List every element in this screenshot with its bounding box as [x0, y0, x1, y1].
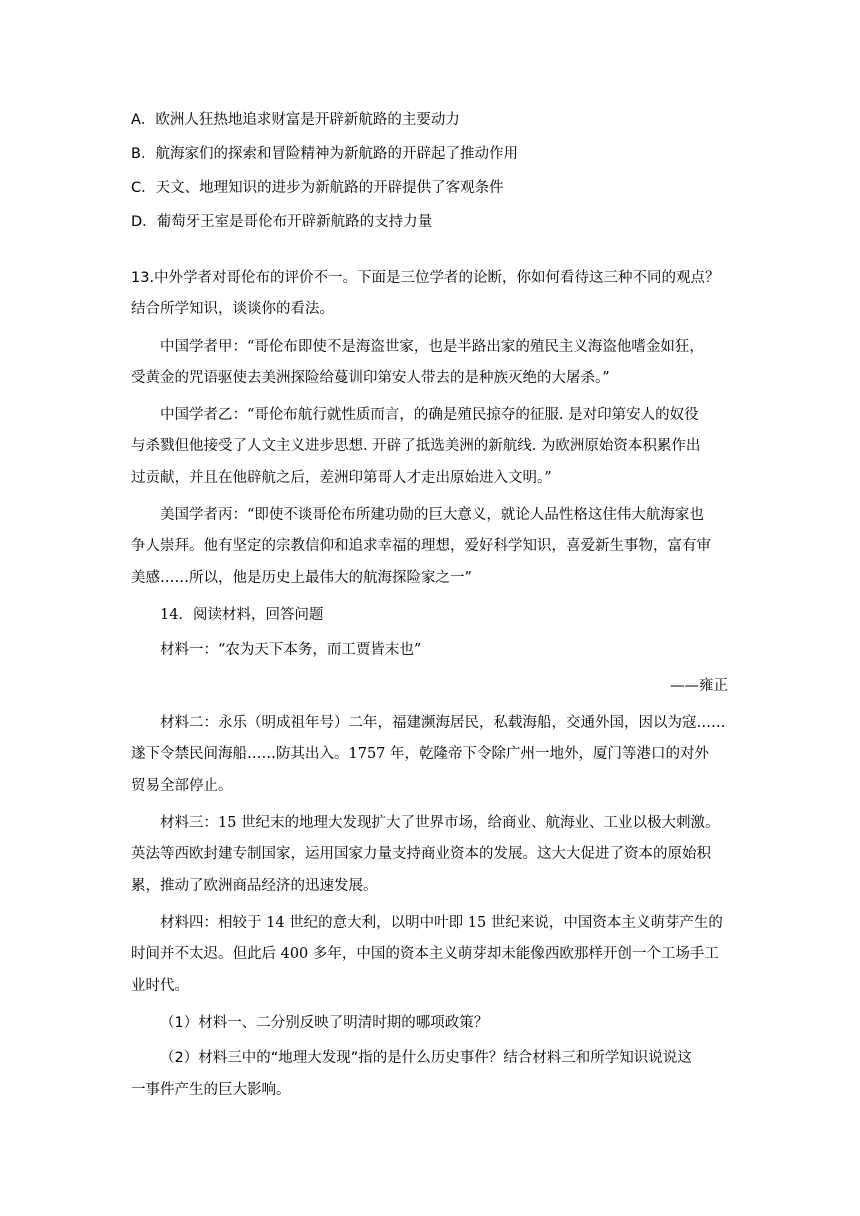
material-1: 材料一：“农为天下本务，而工贾皆末也”	[160, 642, 422, 658]
question-14-title: 14．阅读材料，回答问题	[160, 607, 324, 623]
material-2-cont: 遂下令禁民间海船……防其出入。1757 年，乾隆帝下令除广州一地外，厦门等港口的对外	[131, 746, 710, 762]
scholar-jia-quote-cont: 受黄金的咒语驱使去美洲探险给蔓训印第安人带去的是种族灭绝的大屠杀。”	[131, 370, 610, 386]
scholar-yi-quote: 中国学者乙：“哥伦布航行就性质而言，的确是殖民掠夺的征服. 是对印第安人的奴役	[160, 407, 699, 423]
scholar-bing-quote-cont: 争人崇拜。他有坚定的宗教信仰和追求幸福的理想，爱好科学知识，喜爱新生事物，富有审	[131, 538, 711, 554]
material-3-end: 累，推动了欧洲商品经济的迅速发展。	[131, 878, 378, 894]
question-13-text: 13.中外学者对哥伦布的评价不一。下面是三位学者的论断，你如何看待这三种不同的观点？	[131, 270, 720, 286]
scholar-bing-quote: 美国学者丙：“即使不谈哥伦布所建功勋的巨大意义，就论人品性格这住伟大航海家也	[160, 507, 704, 523]
option-d: D．葡萄牙王室是哥伦布开辟新航路的支持力量	[131, 214, 433, 230]
scholar-yi-quote-end: 过贡献，并且在他辟航之后，差洲印第哥人才走出原始进入文明。”	[131, 470, 552, 486]
scholar-yi-quote-cont: 与杀戮但他接受了人文主义进步思想. 开辟了抵选美洲的新航线. 为欧洲原始资本积累作出	[131, 438, 701, 454]
option-c: C．天文、地理知识的进步为新航路的开辟提供了客观条件	[131, 180, 504, 196]
material-4-end: 业时代。	[131, 978, 189, 994]
question-13-text-cont: 结合所学知识，谈谈你的看法。	[131, 301, 334, 317]
material-3: 材料三：15 世纪末的地理大发现扩大了世界市场，给商业、航海业、工业以极大刺激。	[160, 815, 720, 831]
material-4: 材料四：相较于 14 世纪的意大利，以明中叶即 15 世纪来说，中国资本主义萌芽产生的	[160, 915, 723, 931]
sub-question-1: （1）材料一、二分别反映了明清时期的哪项政策？	[160, 1015, 489, 1031]
material-4-cont: 时间并不太迟。但此后 400 多年，中国的资本主义萌芽却未能像西欧那样开创一个工场手工	[131, 946, 719, 962]
sub-question-2-cont: 一事件产生的巨大影响。	[131, 1082, 291, 1098]
scholar-jia-quote: 中国学者甲：“哥伦布即使不是海盗世家，也是半路出家的殖民主义海盗他嗜金如狂，	[160, 339, 704, 355]
material-1-source: ——雍正	[670, 678, 728, 694]
option-b: B．航海家们的探索和冒险精神为新航路的开辟起了推动作用	[131, 146, 518, 162]
material-2: 材料二：永乐（明成祖年号）二年，福建濒海居民，私载海船，交通外国，因以为寇……	[160, 715, 726, 731]
material-3-cont: 英法等西欧封建专制国家，运用国家力量支持商业资本的发展。这大大促进了资本的原始积	[131, 846, 711, 862]
sub-question-2: （2）材料三中的“地理大发现”指的是什么历史事件？结合材料三和所学知识说说这	[160, 1050, 692, 1066]
material-2-end: 贸易全部停止。	[131, 778, 233, 794]
option-a: A．欧洲人狂热地追求财富是开辟新航路的主要动力	[131, 112, 460, 128]
scholar-bing-quote-end: 美感……所以，他是历史上最伟大的航海探险家之一”	[131, 570, 472, 586]
